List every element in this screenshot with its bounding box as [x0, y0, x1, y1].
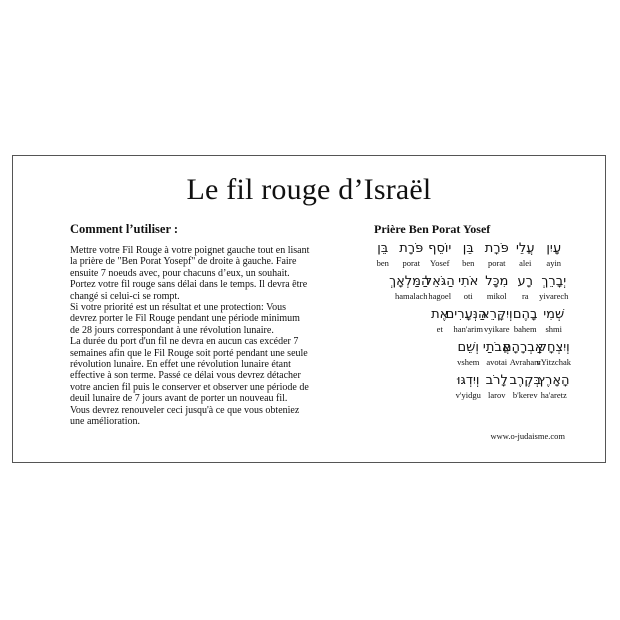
- prayer-row: [368, 340, 571, 373]
- instructions-line: révolution lunaire. En effet une révolution lunaire étant: [70, 359, 291, 371]
- instructions-line: Mettre votre Fil Rouge à votre poignet gauche tout en lisant: [70, 245, 310, 256]
- instructions-line: Vous devrez renouveler ceci jusqu'à ce que vous obteniez: [70, 404, 300, 416]
- transliteration-word: ayin: [546, 258, 562, 268]
- instructions-line: La durée du port d'un fil ne devra en aucun cas excéder 7: [70, 336, 299, 348]
- hebrew-word: פֹּרָת: [399, 241, 424, 256]
- hebrew-word: הַגֹּאֵל: [424, 274, 455, 289]
- instructions-line: ensuite 7 noeuds avec, pour chacuns d’eux, un souhait.: [70, 267, 290, 279]
- card: [12, 155, 606, 463]
- instructions-line: semaines afin que le Fil Rouge soit porté pendant une seule: [70, 347, 308, 359]
- transliteration-word: mikol: [486, 291, 507, 301]
- transliteration-word: ra: [521, 291, 529, 301]
- prayer-row: [368, 373, 568, 406]
- instructions-line: deuil lunaire de 7 jours avant de porter un nouveau fil.: [70, 393, 288, 405]
- transliteration-word: alei: [519, 258, 532, 268]
- hebrew-word: לָרֹב: [485, 373, 508, 388]
- transliteration-word: porat: [488, 258, 506, 268]
- prayer-row: [368, 274, 568, 307]
- hebrew-word: אַבְרָהָם: [502, 340, 544, 355]
- hebrew-word: פֹּרָת: [484, 241, 509, 256]
- hebrew-word: אֶת: [431, 307, 449, 322]
- instructions-line: Portez votre fil rouge sans délai dans le temps. Il devra être: [70, 279, 308, 291]
- instructions-body: [70, 245, 320, 428]
- hebrew-word: הַמַּלְאָךְ: [389, 274, 430, 289]
- instructions-line: changé si celui-ci se rompt.: [70, 290, 180, 302]
- instructions-line: la prière de "Ben Porat Yosepf" de droite à gauche. Faire: [70, 256, 297, 268]
- transliteration-word: bahem: [513, 324, 537, 334]
- instructions-line: de 28 jours correspondant à une révolution lunaire.: [70, 324, 274, 336]
- prayer-heading: Prière Ben Porat Yosef: [374, 222, 491, 236]
- transliteration-word: larov: [488, 390, 506, 400]
- instructions-line: Si votre priorité est un résultat et une protection: Vous: [70, 302, 286, 314]
- hebrew-word: וְשֵׁם: [457, 340, 479, 355]
- hebrew-word: יְבָרֵךְ: [541, 274, 567, 289]
- hebrew-word: בְּקֶרֶב: [509, 373, 542, 388]
- hebrew-word: וְיִקָּרֵא: [480, 307, 513, 322]
- transliteration-word: hagoel: [428, 291, 452, 301]
- prayer-rows: [368, 241, 571, 406]
- hebrew-word: מִכָּל: [485, 274, 509, 289]
- transliteration-word: v'yidgu: [455, 390, 481, 400]
- hebrew-word: שְׁמִי: [543, 307, 565, 322]
- instructions-line: une amélioration.: [70, 416, 140, 428]
- transliteration-word: ben: [376, 258, 389, 268]
- hebrew-word: אֲבֹתַי: [482, 340, 511, 355]
- hebrew-word: רָע: [517, 274, 533, 289]
- transliteration-word: hamalach: [394, 291, 428, 301]
- prayer-row: [368, 307, 568, 340]
- page-title: Le fil rouge d’Israël: [186, 173, 432, 206]
- hebrew-word: בֵּן: [377, 241, 389, 256]
- instructions-line: votre ancien fil puis le conserver et observer une période de: [70, 381, 309, 393]
- instructions-section: [70, 222, 320, 428]
- transliteration-word: han'arim: [453, 324, 483, 334]
- hebrew-word: בָהֶם: [512, 307, 538, 322]
- transliteration-word: vshem: [457, 357, 480, 367]
- transliteration-word: vyikare: [484, 324, 510, 334]
- transliteration-word: ben: [462, 258, 475, 268]
- hebrew-word: וְיִצְחָק: [537, 340, 570, 355]
- prayer-section: [368, 222, 571, 406]
- transliteration-word: vYitzchak: [536, 357, 571, 367]
- hebrew-word: עֲלֵי: [515, 241, 535, 256]
- hebrew-word: הַנְּעָרִים: [445, 307, 487, 322]
- instructions-heading: Comment l’utiliser :: [70, 222, 179, 236]
- hebrew-word: יוֹסֵף: [428, 241, 452, 256]
- transliteration-word: yivarech: [539, 291, 569, 301]
- instructions-line: devrez porter le Fil Rouge pendant une période minimum: [70, 313, 300, 325]
- transliteration-word: porat: [402, 258, 420, 268]
- hebrew-word: וְיִדְגּוּ: [457, 373, 480, 388]
- transliteration-word: Yosef: [430, 258, 450, 268]
- transliteration-word: avotai: [486, 357, 508, 367]
- hebrew-word: בֵּן: [462, 241, 474, 256]
- transliteration-word: et: [436, 324, 443, 334]
- instructions-line: effective à son terme. Passé ce délai vous devrez détacher: [70, 370, 301, 382]
- hebrew-word: אֹתִי: [458, 274, 479, 289]
- transliteration-word: ha'aretz: [540, 390, 567, 400]
- website-url: www.o-judaisme.com: [490, 431, 565, 441]
- hebrew-word: עָיִן: [546, 241, 562, 256]
- prayer-row: [368, 241, 568, 274]
- hebrew-word: הָאָרֶץ: [537, 373, 570, 388]
- transliteration-word: Avraham: [509, 357, 541, 367]
- transliteration-word: oti: [463, 291, 473, 301]
- transliteration-word: shmi: [545, 324, 563, 334]
- transliteration-word: b'kerev: [512, 390, 538, 400]
